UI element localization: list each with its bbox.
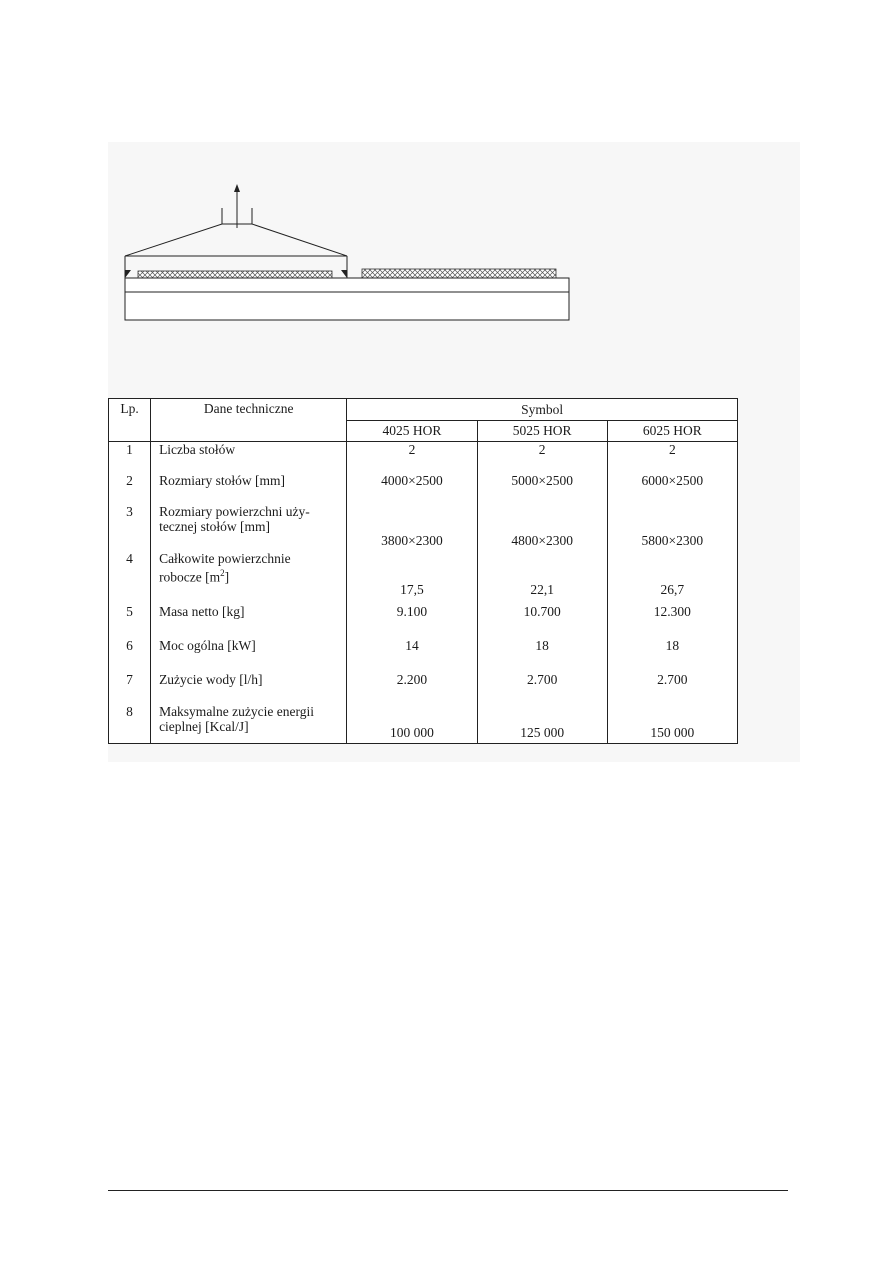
value-5025: 125 000 [477, 704, 607, 744]
machine-bed [125, 278, 569, 320]
row-number: 2 [109, 468, 151, 504]
row-number: 4 [109, 551, 151, 600]
table-row [109, 704, 738, 744]
row-label [151, 704, 347, 744]
row-label-text-end: ] [224, 569, 230, 585]
row-label: Rozmiary stołów [mm] [151, 468, 347, 504]
row-label: Liczba stołów [151, 442, 347, 469]
value-6025: 26,7 [607, 551, 737, 600]
value-5025: 18 [477, 634, 607, 668]
value-6025: 12.300 [607, 600, 737, 634]
row-number: 3 [109, 504, 151, 551]
value-6025: 18 [607, 634, 737, 668]
row-label-line-2 [159, 566, 342, 585]
row-label: Moc ogólna [kW] [151, 634, 347, 668]
value-5025: 2.700 [477, 668, 607, 704]
table-row [109, 668, 738, 704]
value-4025: 14 [347, 634, 477, 668]
header-symbol: Symbol [347, 399, 738, 421]
value-6025: 2.700 [607, 668, 737, 704]
table-row [109, 442, 738, 469]
row-label-line-1: Maksymalne zużycie energii [159, 704, 315, 719]
table-row [109, 504, 738, 551]
exhaust-pipe [222, 184, 252, 228]
machine-schematic-drawing [110, 170, 610, 330]
header-model-5025: 5025 HOR [477, 421, 607, 442]
row-label-text: robocze [m [159, 569, 221, 585]
value-4025: 2.200 [347, 668, 477, 704]
row-label [151, 504, 347, 551]
value-6025: 6000×2500 [607, 468, 737, 504]
value-5025: 5000×2500 [477, 468, 607, 504]
value-5025: 10.700 [477, 600, 607, 634]
value-6025: 2 [607, 442, 737, 469]
table-row [109, 600, 738, 634]
workpiece-right [362, 269, 556, 278]
value-5025: 22,1 [477, 551, 607, 600]
header-lp: Lp. [109, 399, 151, 442]
value-5025: 4800×2300 [477, 504, 607, 551]
header-parameter: Dane techniczne [151, 399, 347, 442]
row-number: 6 [109, 634, 151, 668]
footer-divider [108, 1190, 788, 1191]
row-label-line-1: Rozmiary powierzchni uży- [159, 504, 310, 519]
value-6025: 150 000 [607, 704, 737, 744]
header-model-6025: 6025 HOR [607, 421, 737, 442]
value-4025: 17,5 [347, 551, 477, 600]
row-label-line-2: cieplnej [Kcal/J] [159, 719, 249, 734]
value-5025: 2 [477, 442, 607, 469]
row-label: Masa netto [kg] [151, 600, 347, 634]
extraction-hood [125, 224, 347, 278]
table-row [109, 468, 738, 504]
header-model-4025: 4025 HOR [347, 421, 477, 442]
value-4025: 100 000 [347, 704, 477, 744]
workpiece-left [138, 271, 332, 278]
value-6025: 5800×2300 [607, 504, 737, 551]
row-number: 1 [109, 442, 151, 469]
table-row [109, 551, 738, 600]
value-4025: 2 [347, 442, 477, 469]
value-4025: 4000×2500 [347, 468, 477, 504]
technical-data-table [108, 398, 738, 744]
row-number: 7 [109, 668, 151, 704]
row-label-superscript: 2 [220, 568, 225, 578]
row-number: 8 [109, 704, 151, 744]
table-row [109, 634, 738, 668]
row-label: Zużycie wody [l/h] [151, 668, 347, 704]
row-number: 5 [109, 600, 151, 634]
row-label-line-2: tecznej stołów [mm] [159, 519, 271, 534]
value-4025: 9.100 [347, 600, 477, 634]
value-4025: 3800×2300 [347, 504, 477, 551]
row-label-line-1: Całkowite powierzchnie [159, 551, 291, 566]
row-label [151, 551, 347, 600]
